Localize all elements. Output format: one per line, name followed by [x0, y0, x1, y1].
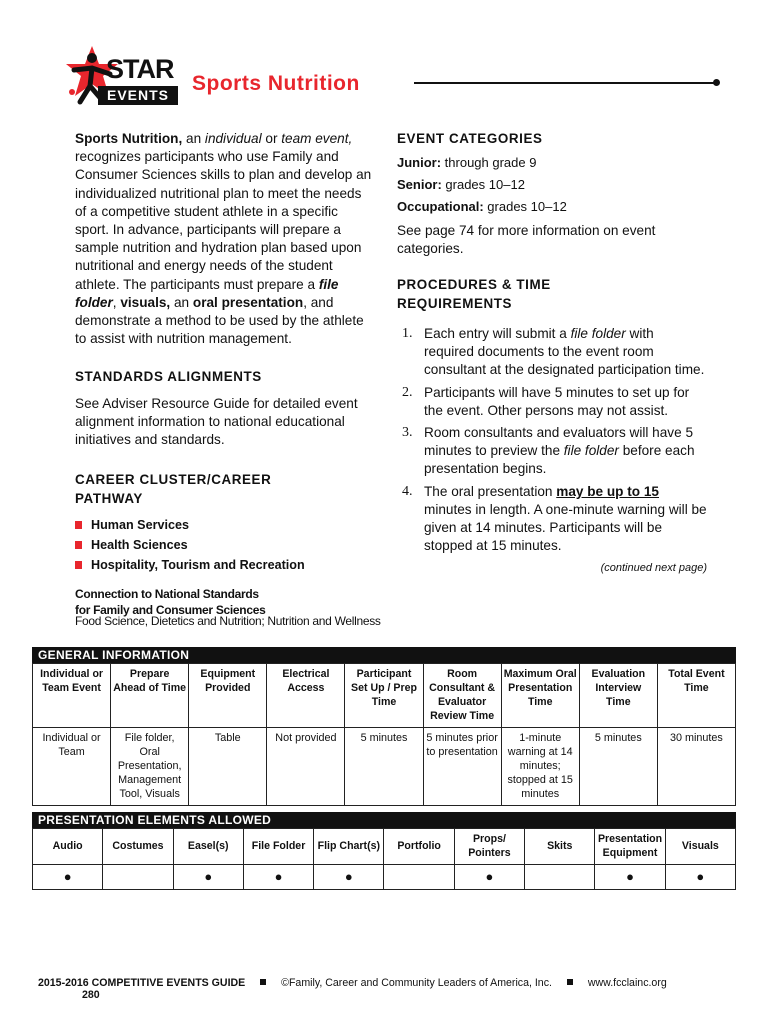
procedure-item — [397, 325, 707, 380]
intro-text: an — [182, 131, 205, 146]
allowed-mark-icon: ● — [665, 865, 735, 890]
procedure-text: with required documents to the event room consultant at the designated participation time. — [424, 326, 705, 378]
intro-text: , — [112, 294, 121, 310]
intro-text: , and demonstrate a method to be used by the athlete to assist with nutrition management. — [75, 294, 364, 347]
table-cell: File folder, Oral Presentation, Management Tool, Visuals — [111, 728, 189, 806]
career-item-label: Human Services — [91, 517, 190, 532]
table-header: Total Event Time — [657, 664, 735, 728]
table-row — [33, 865, 736, 890]
intro-text: an — [170, 294, 193, 310]
logo-events-badge — [98, 86, 178, 105]
table-header-row — [33, 664, 736, 728]
header-rule-dot — [713, 79, 720, 86]
table-header: Skits — [525, 829, 595, 865]
table-cell: Individual or Team — [33, 728, 111, 806]
logo-star-text: STAR — [106, 54, 174, 84]
table-header: Visuals — [665, 829, 735, 865]
procedure-item — [397, 384, 707, 420]
allowed-mark-icon — [384, 865, 454, 890]
procedure-text: minutes in length. A one-minute warning will be given at 14 minutes. Participants will be stopped at 15 minutes. — [424, 501, 707, 554]
event-name: Sports Nutrition, — [75, 131, 183, 146]
connection-line1: Connection to National Standards — [75, 586, 259, 601]
standards-heading: STANDARDS ALIGNMENTS — [75, 369, 262, 385]
procedure-item — [397, 424, 707, 479]
procedure-text: Each entry will submit a — [424, 326, 571, 342]
table-cell: 5 minutes — [579, 728, 657, 806]
table-header-row — [33, 829, 736, 865]
table-header: Equipment Provided — [189, 664, 267, 728]
bullet-square-icon — [75, 521, 82, 529]
procedure-text: The oral presentation — [424, 483, 557, 499]
general-info-band: GENERAL INFORMATION — [32, 647, 736, 663]
procedures-heading-line2: REQUIREMENTS — [397, 295, 513, 311]
footer-page-number: 280 — [82, 989, 100, 1001]
table-header: Audio — [33, 829, 103, 865]
table-cell: Table — [189, 728, 267, 806]
right-column — [397, 130, 707, 578]
table-header: File Folder — [243, 829, 313, 865]
procedure-number: 2. — [402, 384, 413, 400]
intro-visuals: visuals, — [120, 294, 171, 310]
header-rule — [414, 82, 716, 84]
allowed-mark-icon: ● — [314, 865, 384, 890]
presentation-elements-table — [32, 812, 736, 890]
procedure-number: 3. — [402, 425, 413, 441]
bullet-square-icon — [75, 561, 82, 569]
procedure-file-folder: file folder — [563, 443, 619, 459]
left-column — [75, 130, 375, 618]
logo-events-text: EVENTS — [106, 87, 169, 103]
intro-oral-presentation: oral presentation — [192, 294, 304, 310]
standards-body: See Adviser Resource Guide for detailed event alignment information to national educational initiatives and standards. — [75, 395, 358, 448]
star-events-logo — [62, 44, 186, 110]
page-footer — [38, 977, 698, 1001]
procedure-text: Participants will have 5 minutes to set up for the event. Other persons may not assist. — [424, 384, 690, 418]
career-item — [75, 555, 375, 575]
category-occupational-label: Occupational: — [397, 199, 484, 215]
bullet-square-icon — [75, 541, 82, 549]
table-cell: 1-minute warning at 14 minutes; stopped at 15 minutes — [501, 728, 579, 806]
categories-heading: EVENT CATEGORIES — [397, 131, 543, 146]
table-header: Individual or Team Event — [33, 664, 111, 728]
continued-note: (continued next page) — [600, 562, 707, 575]
table-cell: 5 minutes — [345, 728, 423, 806]
table-cell: Not provided — [267, 728, 345, 806]
allowed-mark-icon — [103, 865, 173, 890]
presentation-band: PRESENTATION ELEMENTS ALLOWED — [32, 812, 736, 828]
allowed-mark-icon: ● — [173, 865, 243, 890]
procedure-emphasis: may be up to 15 — [556, 483, 659, 499]
footer-separator-icon — [260, 979, 266, 985]
procedures-list — [397, 325, 707, 555]
table-header: Electrical Access — [267, 664, 345, 728]
intro-individual: individual — [204, 131, 262, 146]
category-senior-label: Senior: — [397, 177, 442, 193]
general-info-grid — [32, 663, 736, 806]
table-header: Portfolio — [384, 829, 454, 865]
career-heading-line1: CAREER CLUSTER/CAREER — [75, 472, 272, 488]
allowed-mark-icon: ● — [595, 865, 665, 890]
category-occupational-value: grades 10–12 — [483, 199, 567, 215]
career-item — [75, 535, 375, 555]
table-header: Flip Chart(s) — [314, 829, 384, 865]
table-row — [33, 728, 736, 806]
table-header: Prepare Ahead of Time — [111, 664, 189, 728]
intro-file-folder: file folder — [75, 276, 339, 310]
allowed-mark-icon: ● — [243, 865, 313, 890]
table-cell: 5 minutes prior to presentation — [423, 728, 501, 806]
page-title: Sports Nutrition — [192, 72, 360, 95]
intro-paragraph — [75, 130, 375, 348]
table-header: Maximum Oral Presentation Time — [501, 664, 579, 728]
procedure-item — [397, 483, 707, 556]
career-item-label: Health Sciences — [91, 537, 188, 552]
table-header: Room Consultant & Evaluator Review Time — [423, 664, 501, 728]
intro-text: recognizes participants who use Family and Consumer Sciences skills to plan and develop an individualized nutritional plan to meet the needs of a competitive student athlete in a specific sport. In advance, participants will prepare a sample nutrition and hydration plan based upon nutritional and energy needs of the student athlete. The participants must prepare a — [75, 149, 372, 292]
procedures-heading-line1: PROCEDURES & TIME — [397, 276, 551, 292]
allowed-mark-icon — [525, 865, 595, 890]
career-list — [75, 515, 375, 575]
categories-note: See page 74 for more information on event categories. — [397, 223, 656, 257]
category-junior-value: through grade 9 — [441, 155, 537, 171]
allowed-mark-icon: ● — [454, 865, 524, 890]
connection-line2: for Family and Consumer Sciences — [75, 602, 266, 617]
category-junior — [397, 152, 707, 174]
table-cell: 30 minutes — [657, 728, 735, 806]
procedure-text: before each presentation begins. — [424, 443, 695, 477]
table-header: Costumes — [103, 829, 173, 865]
footer-url: www.fcclainc.org — [587, 977, 667, 989]
footer-copyright: ©Family, Career and Community Leaders of America, Inc. — [281, 977, 552, 989]
career-item — [75, 515, 375, 535]
allowed-mark-icon: ● — [33, 865, 103, 890]
career-item-label: Hospitality, Tourism and Recreation — [91, 557, 305, 572]
procedure-file-folder: file folder — [570, 326, 626, 342]
career-heading-line2: PATHWAY — [75, 491, 143, 507]
table-header: Participant Set Up / Prep Time — [345, 664, 423, 728]
intro-team-event: team event, — [281, 131, 353, 146]
presentation-grid — [32, 828, 736, 890]
category-occupational — [397, 196, 707, 218]
category-senior — [397, 174, 707, 196]
table-header: Presentation Equipment — [595, 829, 665, 865]
procedure-text: Room consultants and evaluators will have 5 minutes to preview the — [424, 425, 694, 459]
table-header: Props/ Pointers — [454, 829, 524, 865]
general-info-table — [32, 647, 736, 806]
footer-separator-icon — [567, 979, 573, 985]
procedure-number: 4. — [402, 483, 413, 499]
category-senior-value: grades 10–12 — [441, 177, 525, 193]
intro-text: or — [261, 131, 282, 146]
table-header: Easel(s) — [173, 829, 243, 865]
category-junior-label: Junior: — [397, 155, 442, 171]
food-science-line: Food Science, Dietetics and Nutrition; Nutrition and Wellness — [75, 614, 381, 628]
table-header: Evaluation Interview Time — [579, 664, 657, 728]
procedure-number: 1. — [402, 326, 413, 342]
footer-guide: 2015-2016 COMPETITIVE EVENTS GUIDE — [38, 977, 246, 989]
